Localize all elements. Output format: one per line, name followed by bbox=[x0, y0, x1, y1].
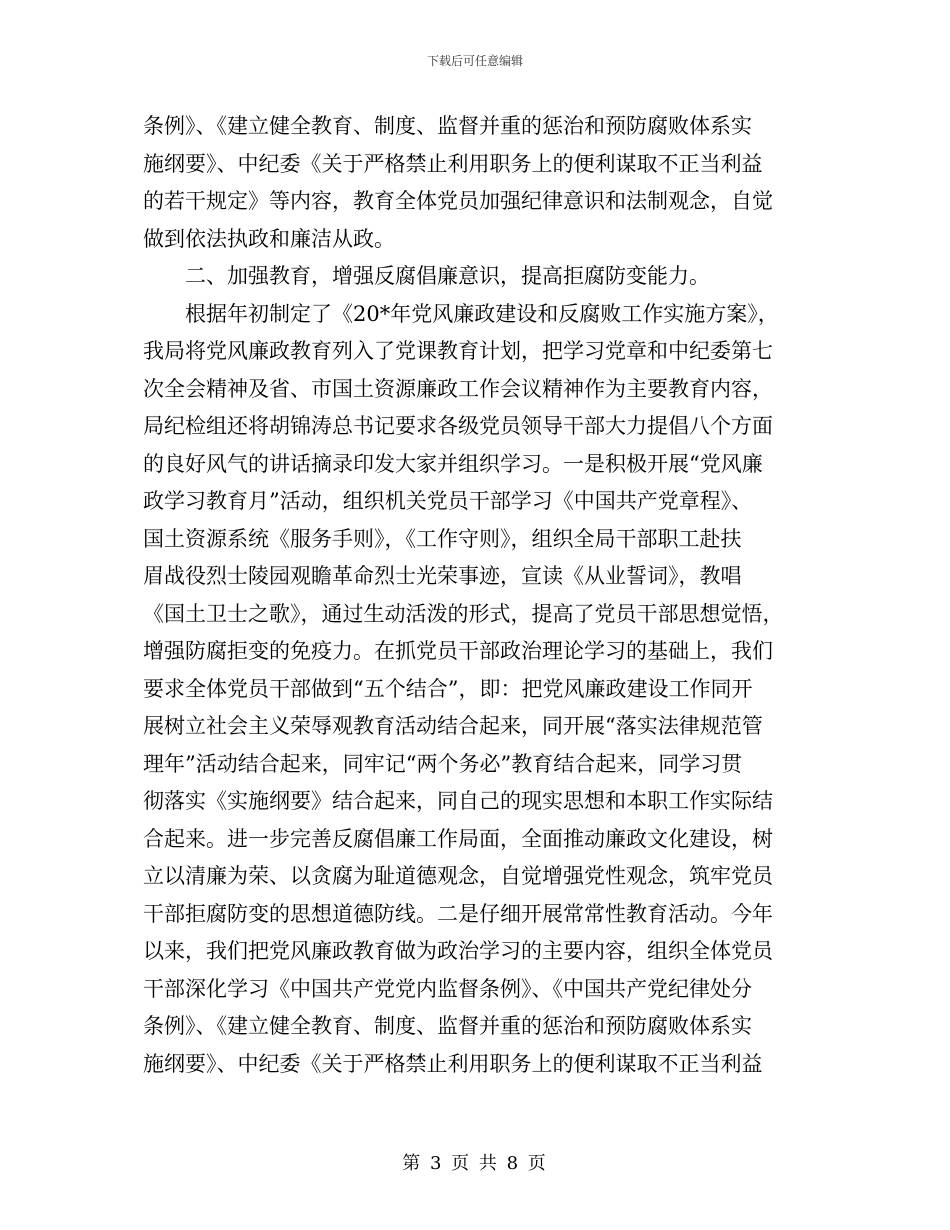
text-line: 二、加强教育，增强反腐倡廉意识，提高拒腐防变能力。 bbox=[185, 264, 710, 288]
document-body bbox=[143, 108, 809, 1083]
text-line: 的若干规定》等内容，教育全体党员加强纪律意识和法制观念，自觉 bbox=[143, 189, 773, 213]
text-line: 政学习教育月”活动，组织机关党员干部学习《中国共产党章程》、 bbox=[143, 489, 753, 513]
text-line: 干部拒腐防变的思想道德防线。二是仔细开展常常性教育活动。今年 bbox=[143, 901, 773, 926]
text-line: 次全会精神及省、市国土资源廉政工作会议精神作为主要教育内容， bbox=[143, 376, 773, 401]
page-header-note: 下载后可任意编辑 bbox=[426, 54, 523, 68]
text-line: 施纲要》、中纪委《关于严格禁止利用职务上的便利谋取不正当利益 bbox=[143, 151, 763, 176]
text-line: 展树立社会主义荣辱观教育活动结合起来，同开展“落实法律规范管 bbox=[143, 714, 763, 738]
text-line: 条例》、《建立健全教育、制度、监督并重的惩治和预防腐败体系实 bbox=[143, 1014, 752, 1038]
text-line: 干部深化学习《中国共产党党内监督条例》、《中国共产党纪律处分 bbox=[143, 976, 752, 1001]
page-number-footer: 第 3 页 共 8 页 bbox=[402, 1153, 548, 1174]
text-line: 合起来。进一步完善反腐倡廉工作局面，全面推动廉政文化建设，树 bbox=[143, 826, 773, 851]
text-line: 施纲要》、中纪委《关于严格禁止利用职务上的便利谋取不正当利益 bbox=[143, 1051, 763, 1076]
text-line: 局纪检组还将胡锦涛总书记要求各级党员领导干部大力提倡八个方面 bbox=[143, 414, 773, 438]
text-line: 眉战役烈士陵园观瞻革命烈士光荣事迹，宣读《从业誓词》，教唱 bbox=[143, 564, 742, 588]
text-line: 以来，我们把党风廉政教育做为政治学习的主要内容，组织全体党员 bbox=[143, 939, 773, 963]
text-line: 彻落实《实施纲要》结合起来，同自己的现实思想和本职工作实际结 bbox=[143, 789, 773, 813]
text-line: 立以清廉为荣、以贪腐为耻道德观念，自觉增强党性观念，筑牢党员 bbox=[143, 864, 773, 888]
text-line: 要求全体党员干部做到“五个结合”，即：把党风廉政建设工作同开 bbox=[143, 676, 753, 701]
text-line: 条例》、《建立健全教育、制度、监督并重的惩治和预防腐败体系实 bbox=[143, 114, 752, 138]
text-line: 根据年初制定了《20*年党风廉政建设和反腐败工作实施方案》， bbox=[185, 301, 779, 326]
text-line: 的良好风气的讲话摘录印发大家并组织学习。一是积极开展“党风廉 bbox=[143, 451, 763, 476]
text-line: 理年”活动结合起来，同牢记“两个务必”教育结合起来，同学习贯 bbox=[143, 751, 743, 776]
text-line: 《国土卫士之歌》，通过生动活泼的形式，提高了党员干部思想觉悟， bbox=[143, 601, 784, 626]
text-line: 增强防腐拒变的免疫力。在抓党员干部政治理论学习的基础上，我们 bbox=[143, 639, 773, 663]
text-line: 做到依法执政和廉洁从政。 bbox=[143, 226, 395, 251]
text-line: 我局将党风廉政教育列入了党课教育计划，把学习党章和中纪委第七 bbox=[143, 339, 773, 363]
text-line: 国土资源系统《服务手则》，《工作守则》，组织全局干部职工赴扶 bbox=[143, 526, 742, 551]
